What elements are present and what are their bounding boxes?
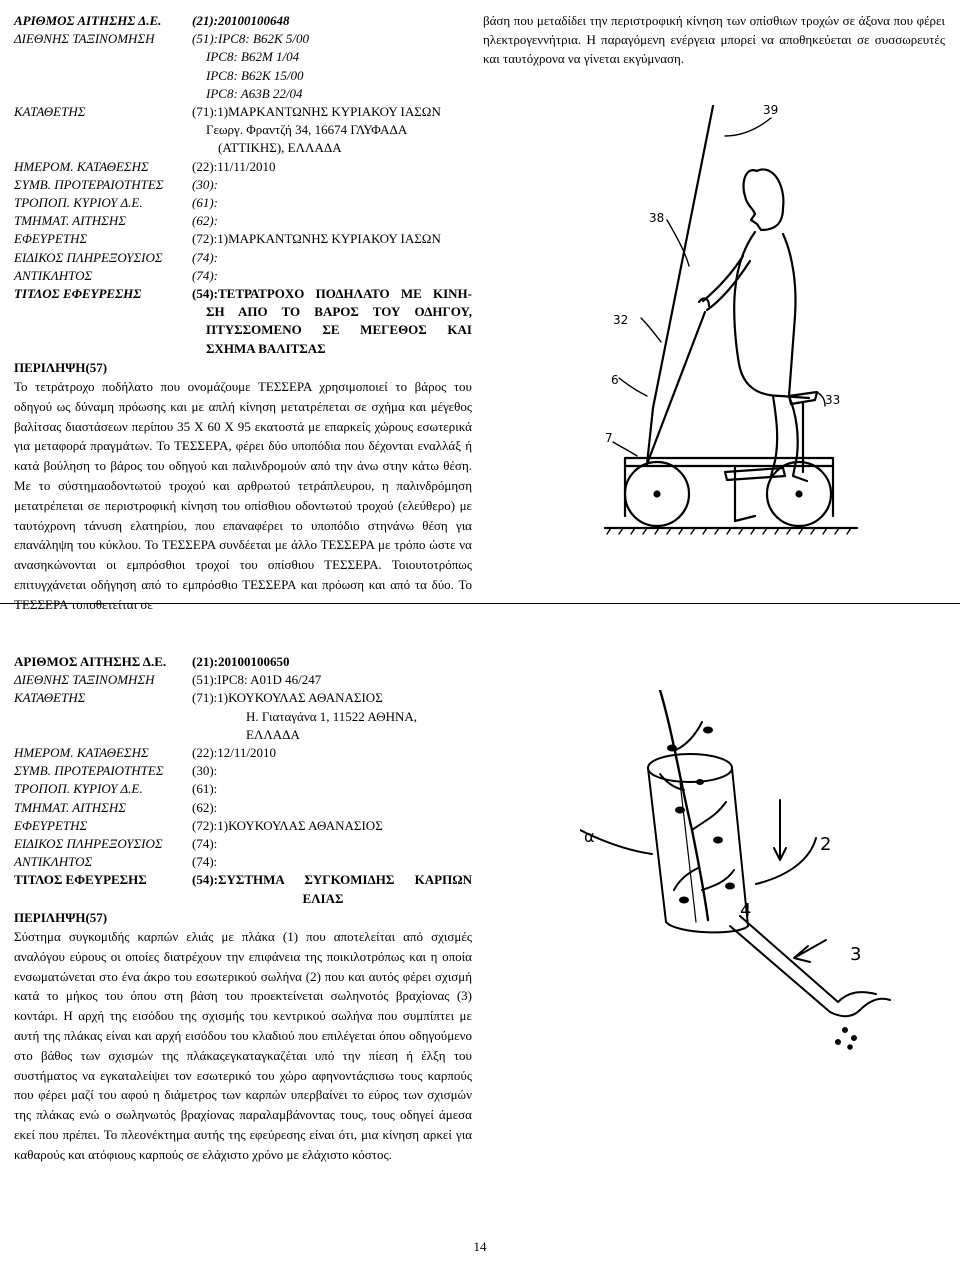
filing-date-row (14, 744, 472, 762)
division-row (14, 799, 472, 817)
field-value: (71):1)ΜΑΡΚΑΝΤΩΝΗΣ ΚΥΡΙΑΚΟΥ ΙΑΣΩΝ (192, 104, 441, 120)
field-label: ΤΙΤΛΟΣ ΕΦΕΥΡΕΣΗΣ (14, 286, 142, 302)
figure-label: 6 (611, 373, 619, 387)
field-label: ΣΥΜΒ. ΠΡΟΤΕΡΑΙΟΤΗΤΕΣ (14, 763, 164, 779)
field-value: (74): (192, 249, 218, 265)
priority-row (14, 762, 472, 780)
figure-label: 39 (763, 103, 779, 117)
ipc-extra: IPC8: B62M 1/04 (206, 49, 300, 65)
amendment-row (14, 194, 472, 212)
ipc-extra: IPC8: B62K 15/00 (206, 67, 304, 83)
field-label: ΔΙΕΘΝΗΣ ΤΑΞΙΝΟΜΗΣΗ (14, 672, 155, 688)
invention-title-cont: ΣΧΗΜΑ ΒΑΛΙΤΣΑΣ (206, 340, 326, 356)
bicycle-figure (585, 96, 890, 566)
field-value: (74): (192, 267, 218, 283)
field-value: (72):1)ΜΑΡΚΑΝΤΩΝΗΣ ΚΥΡΙΑΚΟΥ ΙΑΣΩΝ (192, 231, 441, 247)
field-value: (51):IPC8: B62K 5/00 (192, 31, 309, 47)
invention-title-cont: ΣΗ ΑΠΟ ΤΟ ΒΑΡΟΣ ΤΟΥ ΟΔΗΓΟΥ, (206, 304, 472, 320)
applicant-address: Γεωργ. Φραντζή 34, 16674 ΓΛΥΦΑΔΑ (206, 122, 408, 138)
patent-record-1 (14, 12, 472, 615)
figure-label: 4 (740, 900, 752, 921)
field-label: ΕΦΕΥΡΕΤΗΣ (14, 817, 88, 833)
field-label: ΣΥΜΒ. ΠΡΟΤΕΡΑΙΟΤΗΤΕΣ (14, 176, 164, 192)
field-value: (74): (192, 836, 218, 852)
figure-label: α (584, 827, 595, 846)
field-label: ΕΙΔΙΚΟΣ ΠΛΗΡΕΞΟΥΣΙΟΣ (14, 249, 163, 265)
olive-harvester-figure (580, 690, 900, 1050)
application-number-row (14, 653, 472, 671)
figure-label: 7 (605, 431, 613, 445)
amendment-row (14, 780, 472, 798)
field-label: ΑΝΤΙΚΛΗΤΟΣ (14, 267, 93, 283)
invention-title: (54):ΤΕΤΡΑΤΡΟΧΟ ΠΟΔΗΛΑΤΟ ΜΕ ΚΙΝΗ- (192, 286, 472, 302)
abstract-heading: ΠΕΡΙΛΗΨΗ(57) (14, 909, 108, 925)
field-value: (61): (192, 781, 218, 797)
priority-row (14, 176, 472, 194)
representative-row (14, 853, 472, 871)
attorney-row (14, 835, 472, 853)
record-separator (0, 603, 960, 604)
field-value: (62): (192, 213, 218, 229)
field-label: ΤΜΗΜΑΤ. ΑΙΤΗΣΗΣ (14, 799, 126, 815)
field-value: (21):20100100648 (192, 13, 290, 28)
filing-date-row (14, 158, 472, 176)
field-label: ΕΙΔΙΚΟΣ ΠΛΗΡΕΞΟΥΣΙΟΣ (14, 836, 163, 852)
field-value: (62): (192, 799, 218, 815)
ipc-extra: IPC8: A63B 22/04 (206, 85, 303, 101)
field-label: ΕΦΕΥΡΕΤΗΣ (14, 231, 88, 247)
applicant-row (14, 689, 472, 707)
field-label: ΑΡΙΘΜΟΣ ΑΙΤΗΣΗΣ Δ.Ε. (14, 654, 167, 669)
invention-title-cont: ΕΛΙΑΣ (302, 890, 344, 906)
field-label: ΚΑΤΑΘΕΤΗΣ (14, 690, 86, 706)
figure-label: 32 (613, 313, 629, 327)
abstract-heading: ΠΕΡΙΛΗΨΗ(57) (14, 359, 108, 375)
invention-title: (54):ΣΥΣΤΗΜΑ ΣΥΓΚΟΜΙΔΗΣ ΚΑΡΠΩΝ (192, 872, 472, 888)
field-label: ΑΡΙΘΜΟΣ ΑΙΤΗΣΗΣ Δ.Ε. (14, 13, 162, 28)
field-value: (30): (192, 763, 218, 779)
field-value: (22):12/11/2010 (192, 745, 277, 761)
field-value: (51):IPC8: A01D 46/247 (192, 672, 322, 688)
field-label: ΔΙΕΘΝΗΣ ΤΑΞΙΝΟΜΗΣΗ (14, 31, 155, 47)
figure-label: 38 (649, 211, 665, 225)
applicant-address: (ΑΤΤΙΚΗΣ), ΕΛΛΑΔΑ (218, 140, 342, 156)
inventor-row (14, 817, 472, 835)
ipc-row (14, 30, 472, 48)
figure-label: 3 (850, 944, 862, 965)
invention-title-cont: ΠΤΥΣΣΟΜΕΝΟ ΣΕ ΜΕΓΕΘΟΣ ΚΑΙ (206, 322, 472, 338)
field-value: (72):1)ΚΟΥΚΟΥΛΑΣ ΑΘΑΝΑΣΙΟΣ (192, 817, 383, 833)
abstract-continued: βάση που μεταδίδει την περιστροφική κίνηση των οπίσθιων τροχών σε άξονα που φέρει ηλεκτρογεννήτρια. Η παραγόμενη ενέργεια μπορεί να αποθηκεύεται σε συσσωρευτές και ταυτόχρονα να γίνεται εκγύμναση. (483, 13, 945, 66)
field-label: ΑΝΤΙΚΛΗΤΟΣ (14, 854, 93, 870)
field-label: ΤΙΤΛΟΣ ΕΦΕΥΡΕΣΗΣ (14, 872, 147, 888)
page-number: 14 (473, 1239, 487, 1254)
applicant-row (14, 103, 472, 121)
field-label: ΤΡΟΠΟΠ. ΚΥΡΙΟΥ Δ.Ε. (14, 195, 143, 211)
field-value: (61): (192, 195, 218, 211)
field-label: ΗΜΕΡΟΜ. ΚΑΤΑΘΕΣΗΣ (14, 745, 149, 761)
field-value: (21):20100100650 (192, 654, 290, 669)
field-label: ΤΡΟΠΟΠ. ΚΥΡΙΟΥ Δ.Ε. (14, 781, 143, 797)
patent-record-2 (14, 653, 472, 1165)
field-value: (22):11/11/2010 (192, 158, 276, 174)
applicant-address: Η. Γιαταγάνα 1, 11522 ΑΘΗΝΑ, ΕΛΛΑΔΑ (246, 708, 417, 742)
field-value: (74): (192, 854, 218, 870)
title-row (14, 285, 472, 303)
field-label: ΚΑΤΑΘΕΤΗΣ (14, 104, 86, 120)
abstract-text: Το τετράτροχο ποδήλατο που ονομάζουμε ΤΕΣΣΕΡΑ χρησιμοποιεί το βάρος του οδηγού ως δύναμη πρόωσης και με απλή κίνηση μετατρέπεται σε σχήμα και μέγεθος βαλίτσας διαστάσεων περίπου 35 Χ 60 Χ 95 εκατοστά με επαρκείς χώρους εσωτερικά για μεταφορά πραγμάτων. Το ΤΕΣΣΕΡΑ, φέρει δύο υποπόδια που δέχονται εναλλάξ ή κατά βούληση το βάρος του οδηγού και παλινδρομούν από την άνω στην κάτω θέση. Με το σύστημαοδοντωτού τροχού και αρθρωτού τετράπλευρου, η παλινδρόμηση μετατρέπεται σε περιστροφική κίνηση του οπίσθιου οδοντωτού τροχού (ελεύθερο) με ταυτόχρονη τάνυση ελατηρίου, που επαναφέρει το υποπόδιο στηνάνω θέση για επανάληψη του κύκλου. Το ΤΕΣΣΕΡΑ συνδέεται με άλλο ΤΕΣΣΕΡΑ με τρόπο ώστε να ανασηκώνονται οι εμπρόσθιοι τροχοί του οπίσθιου ΤΕΣΣΕΡΑ. Τοιουτοτρόπως επιτυγχάνεται οδήγηση από το εμπρόσθιο ΤΕΣΣΕΡΑ και πρόωση και από τα δύο. Το ΤΕΣΣΕΡΑ τοποθετείται σε (14, 379, 472, 612)
field-label: ΤΜΗΜΑΤ. ΑΙΤΗΣΗΣ (14, 213, 126, 229)
title-row (14, 871, 472, 889)
figure-label: 33 (825, 393, 841, 407)
representative-row (14, 267, 472, 285)
application-number-row (14, 12, 472, 30)
attorney-row (14, 249, 472, 267)
figure-label: 2 (820, 834, 832, 855)
ipc-row (14, 671, 472, 689)
field-value: (30): (192, 176, 218, 192)
inventor-row (14, 230, 472, 248)
abstract-text: Σύστημα συγκομιδής καρπών ελιάς με πλάκα (1) που αποτελείται από σχισμές αναλόγου εύρους οι οποίες διατρέχουν την επιφάνεια της ποικιλοτρόπως και η οποία ενσωματώνεται στο ένα άκρο του εσωτερικού σωλήνα (2) που και αυτός φέρει σχισμή κατά το μήκος του όπου στη βάση του προεκτείνεται σωληνοτός βραχίονας (3) κοντάρι. Η αρχή της εισόδου της σχισμής του κεντρικού σωλήνα που συμπίπτει με αυτή της πλάκας είναι και αρχή εισόδου του κλαδιού που επιλέγεται όπου οδηγούμενο στο βάθος των σχισμών της πλάκαςεγκαταγκαζέται υπό την πίεση ή έλξη του συστήματος να εγκαταλείψει τον εσωτερικό του χώρο αφηνοντάςπισω τους καρπούς που φέρει μαζί του αφού η διάμετρος των καρπών υπερβαίνει το εύρος των σχισμών της πλάκας ενώ ο σωληνωτός βραχίονας παραλαμβάνοντας τους, τους οδηγεί άμεσα εκεί που πρέπει. Το πλεονέκτημα αυτής της εφεύρεσης είναι ότι, μια κίνηση αρκεί για καθαρούς και ατόφιους καρπούς σε ελάχιστο χρόνο με ελάχιστο κόστος. (14, 929, 472, 1162)
field-value: (71):1)ΚΟΥΚΟΥΛΑΣ ΑΘΑΝΑΣΙΟΣ (192, 690, 383, 706)
field-label: ΗΜΕΡΟΜ. ΚΑΤΑΘΕΣΗΣ (14, 158, 149, 174)
division-row (14, 212, 472, 230)
